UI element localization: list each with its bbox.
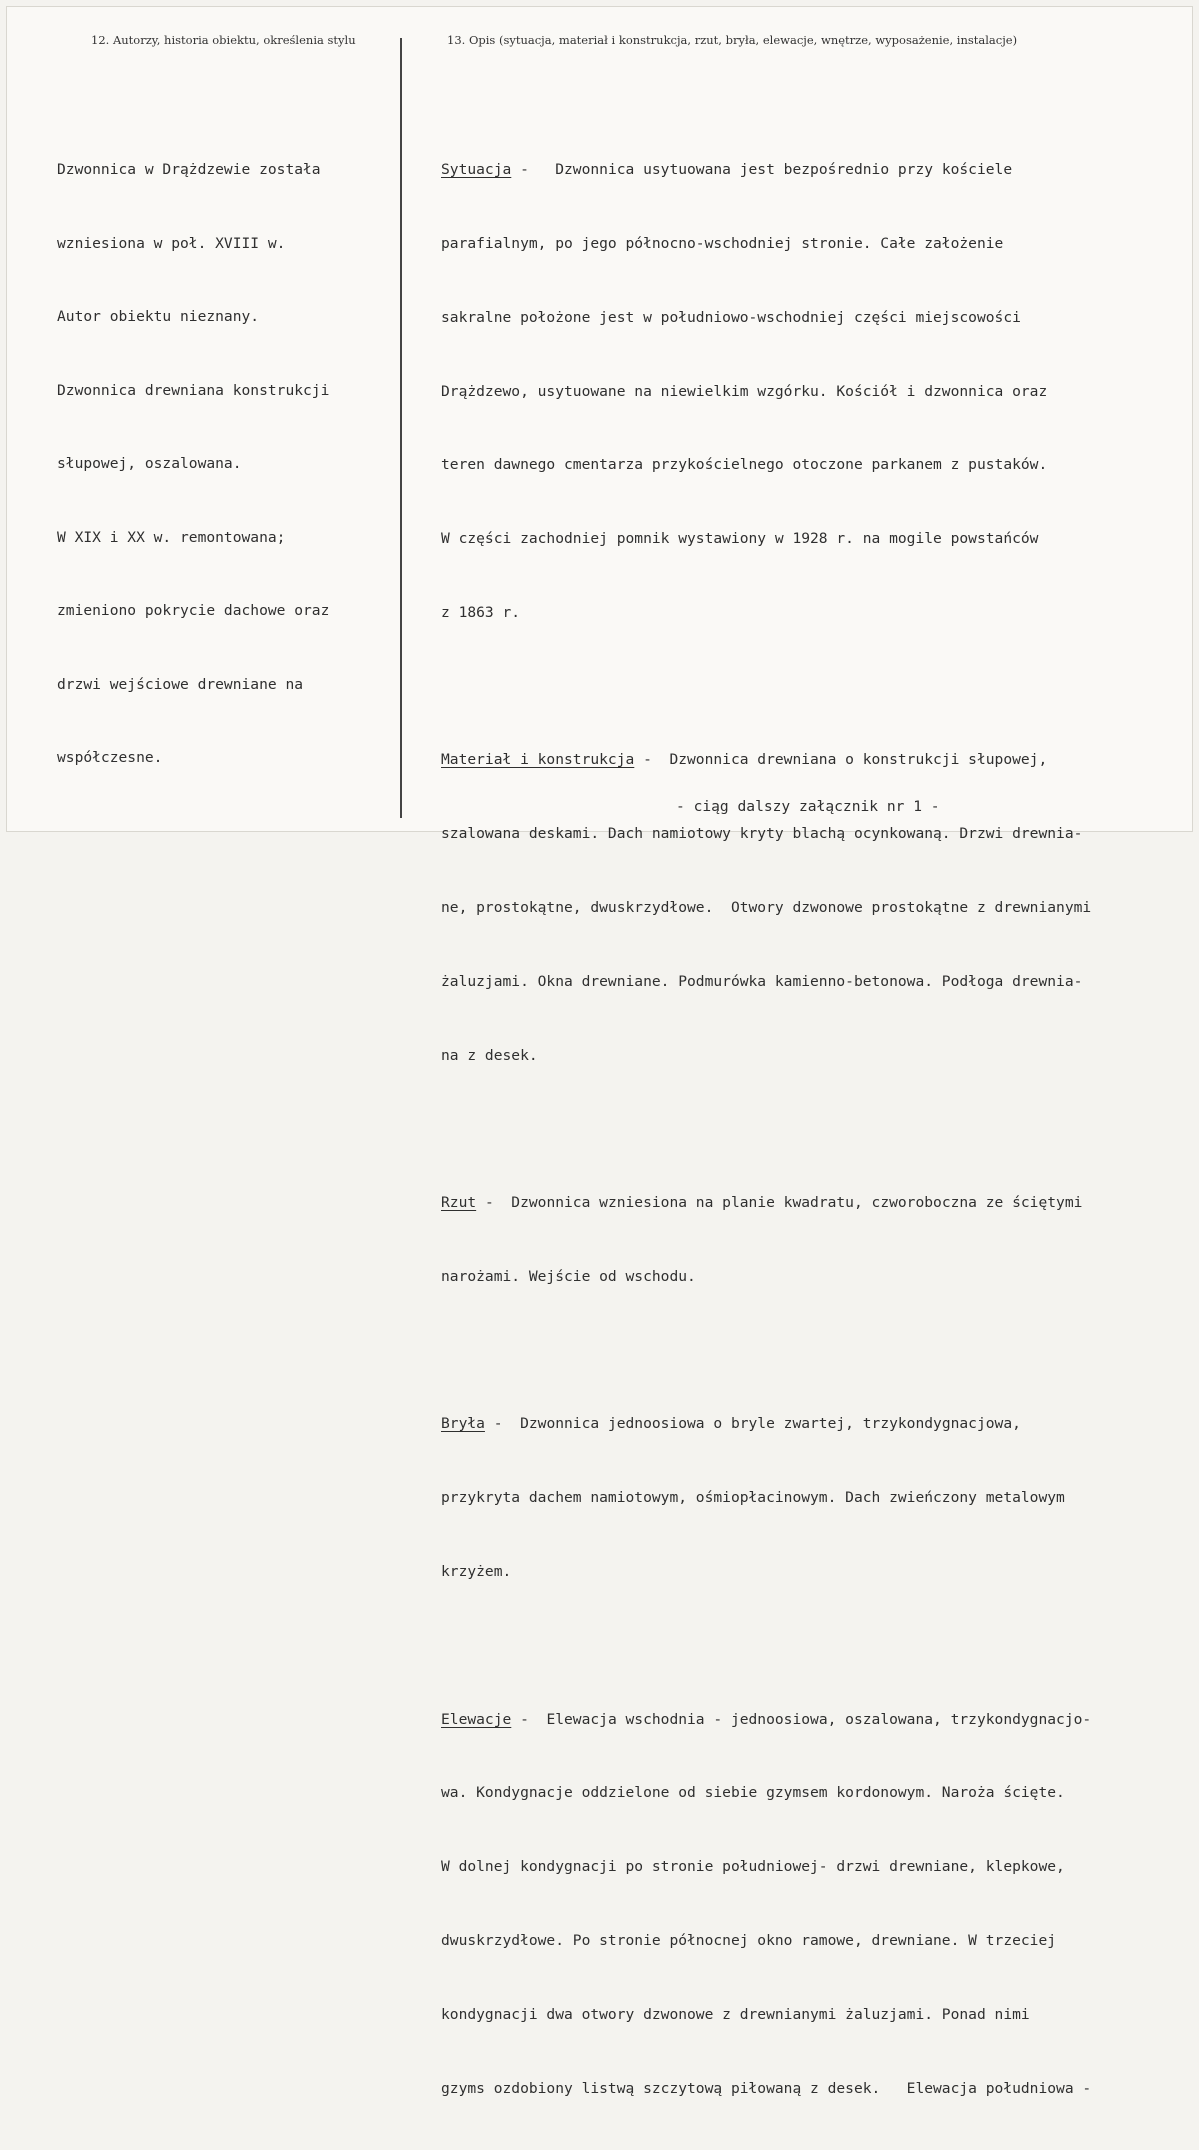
section-line: sakralne położone jest w południowo-wschodniej części miejscowości <box>441 308 1021 326</box>
section-first-line <box>441 158 1091 183</box>
section-heading: Elewacje <box>441 1710 512 1728</box>
section-first-line <box>441 1708 1091 1733</box>
history-line: Dzwonnica w Drążdzewie została <box>57 161 321 178</box>
section-line: wa. Kondygnacje oddzielone od siebie gzymsem kordonowym. Naroża ścięte. <box>441 1784 1065 1802</box>
left-column-header: 12. Autorzy, historia obiektu, określenia stylu <box>91 33 356 47</box>
section-text: - Elewacja wschodnia - jednoosiowa, oszalowana, trzykondygnacjo- <box>511 1710 1092 1728</box>
section-heading: Bryła <box>441 1415 485 1433</box>
continuation-note: - ciąg dalszy załącznik nr 1 - <box>676 798 940 815</box>
history-line: W XIX i XX w. remontowana; <box>57 528 286 546</box>
section-line: krzyżem. <box>441 1563 512 1581</box>
history-text <box>57 109 329 795</box>
section-first-line <box>441 1191 1091 1216</box>
history-line: zmieniono pokrycie dachowe oraz <box>57 602 330 619</box>
section-line: kondygnacji dwa otwory dzwonowe z drewnianymi żaluzjami. Ponad nimi <box>441 2005 1030 2023</box>
section-first-line <box>441 1412 1091 1437</box>
section-text: - Dzwonnica drewniana o konstrukcji słupowej, <box>634 751 1048 769</box>
section-heading: Sytuacja <box>441 161 512 179</box>
section-line: z 1863 r. <box>441 603 521 621</box>
section-line: dwuskrzydłowe. Po stronie północnej okno ramowe, drewniane. W trzeciej <box>441 1931 1057 1949</box>
section-heading: Rzut <box>441 1194 477 1212</box>
right-column-header: 13. Opis (sytuacja, materiał i konstrukcja, rzut, bryła, elewacje, wnętrze, wyposażenie, instalacje) <box>447 33 1018 47</box>
description-text <box>441 109 1091 2150</box>
section-line: Drążdzewo, usytuowane na niewielkim wzgórku. Kościół i dzwonnica oraz <box>441 382 1048 400</box>
history-line: wzniesiona w poł. XVIII w. <box>57 234 286 252</box>
section-line: na z desek. <box>441 1046 538 1064</box>
section-situation <box>441 109 1091 675</box>
section-text: - Dzwonnica wzniesiona na planie kwadratu, czworoboczna ze ściętymi <box>476 1194 1083 1212</box>
history-line: Dzwonnica drewniana konstrukcji <box>57 381 330 399</box>
section-text: - Dzwonnica jednoosiowa o bryle zwartej, trzykondygnacjowa, <box>484 1415 1021 1433</box>
column-divider <box>400 38 402 818</box>
history-line: współczesne. <box>57 749 163 766</box>
section-line: W części zachodniej pomnik wystawiony w 1928 r. na mogile powstańców <box>441 530 1039 548</box>
section-line: przykryta dachem namiotowym, ośmiopłacinowym. Dach zwieńczony metalowym <box>441 1489 1065 1507</box>
section-line: szalowana deskami. Dach namiotowy kryty blachą ocynkowaną. Drzwi drewnia- <box>441 825 1083 843</box>
section-line: ne, prostokątne, dwuskrzydłowe. Otwory dzwonowe prostokątne z drewnianymi <box>441 899 1092 916</box>
section-line: żaluzjami. Okna drewniane. Podmurówka kamienno-betonowa. Podłoga drewnia- <box>441 972 1083 990</box>
section-line: teren dawnego cmentarza przykościelnego otoczone parkanem z pustaków. <box>441 456 1048 474</box>
section-material <box>441 699 1091 1117</box>
history-line: Autor obiektu nieznany. <box>57 308 260 325</box>
section-plan <box>441 1142 1091 1339</box>
section-line: gzyms ozdobiony listwą szczytową piłowaną z desek. Elewacja południowa - <box>441 2079 1092 2097</box>
section-line: W dolnej kondygnacji po stronie południowej- drzwi drewniane, klepkowe, <box>441 1858 1065 1876</box>
section-elevations <box>441 1658 1091 2150</box>
section-first-line <box>441 748 1091 773</box>
section-line: parafialnym, po jego północno-wschodniej stronie. Całe założenie <box>441 234 1004 252</box>
section-line: narożami. Wejście od wschodu. <box>441 1267 696 1285</box>
section-massing <box>441 1363 1091 1634</box>
history-line: drzwi wejściowe drewniane na <box>57 675 304 693</box>
history-line: słupowej, oszalowana. <box>57 455 242 472</box>
section-text: - Dzwonnica usytuowana jest bezpośrednio przy kościele <box>511 161 1013 179</box>
section-heading: Materiał i konstrukcja <box>441 751 635 769</box>
